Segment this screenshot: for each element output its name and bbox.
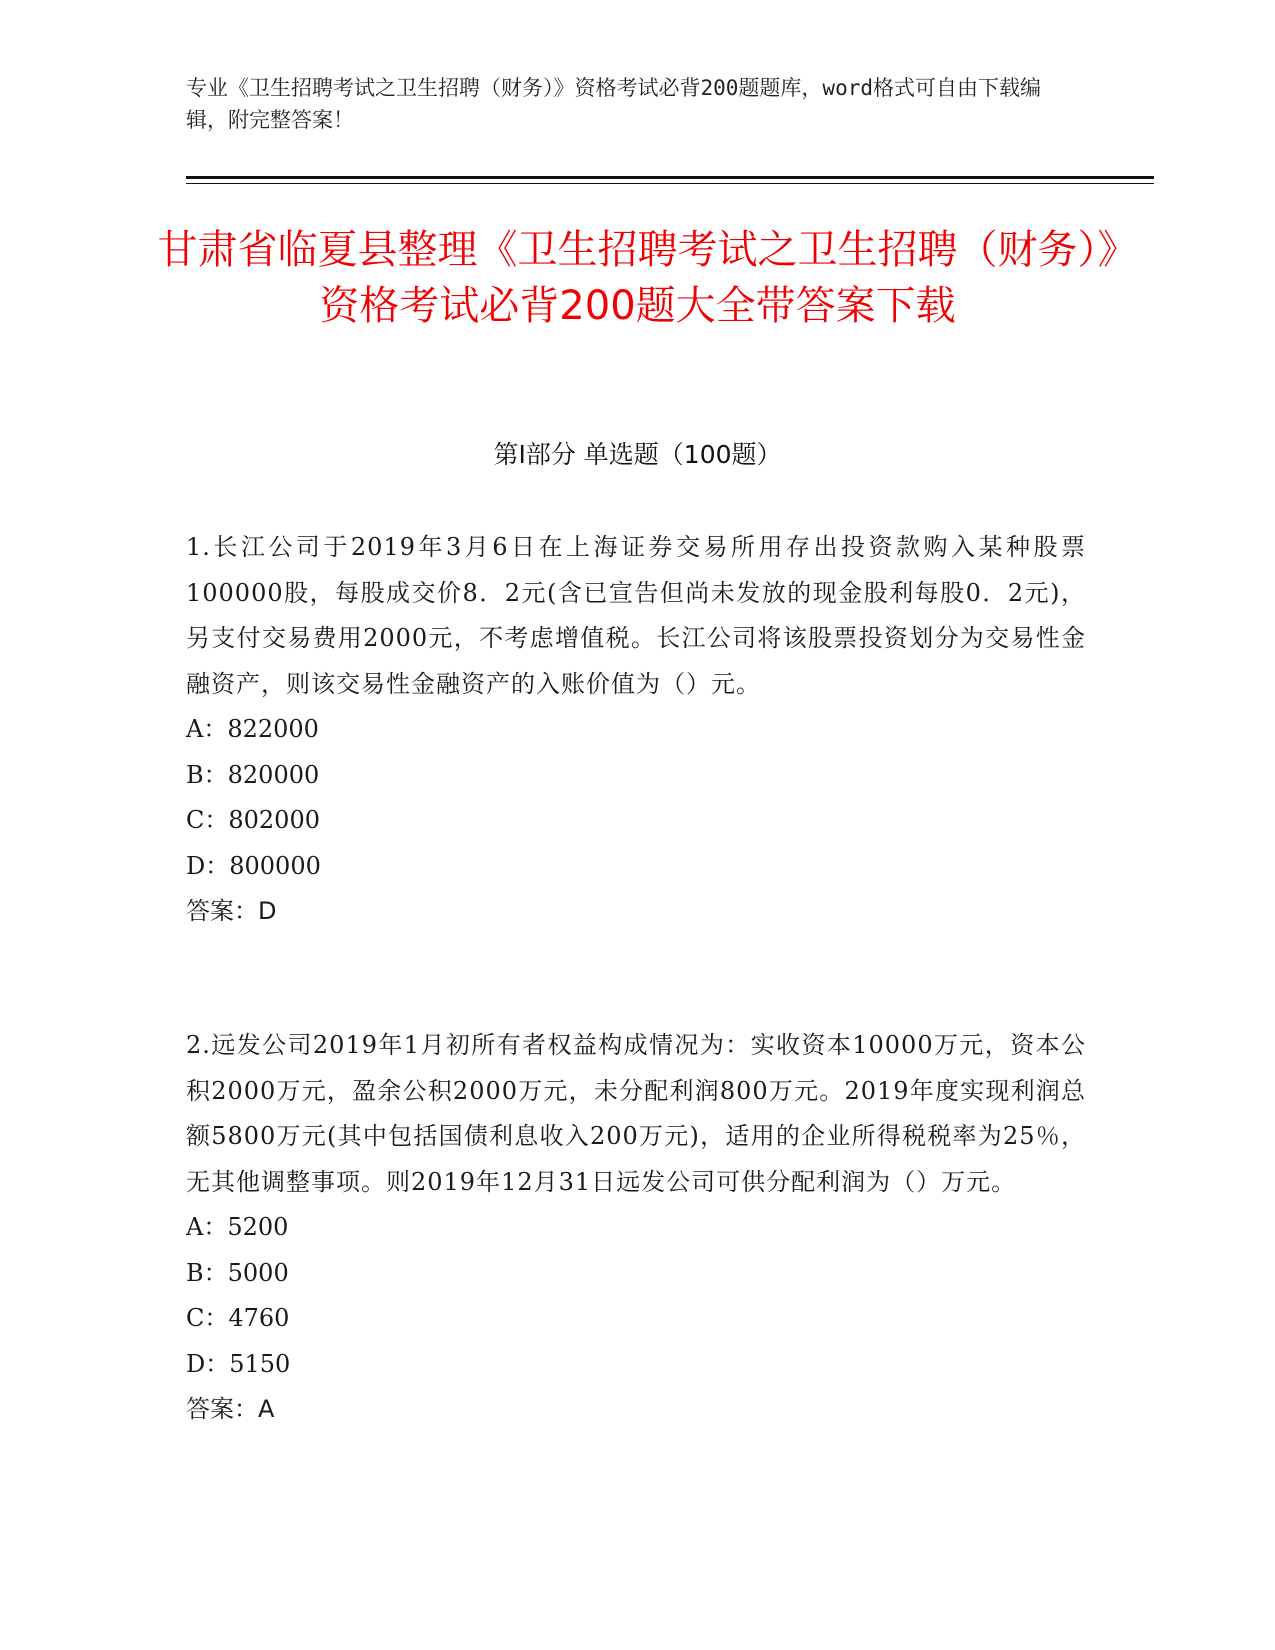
question-2 xyxy=(186,1023,1086,1433)
option-d: D：800000 xyxy=(186,851,321,880)
answer-line: 答案：A xyxy=(186,1395,275,1423)
option-c: C：4760 xyxy=(186,1304,290,1332)
option-a: A：5200 xyxy=(186,1213,289,1241)
question-1 xyxy=(186,525,1086,935)
option-b: B：5000 xyxy=(186,1258,289,1287)
question-stem: 2.远发公司2019年1月初所有者权益构成情况为：实收资本10000万元，资本公积2000万元，盈余公积2000万元，未分配利润800万元。2019年度实现利润总额5800万元(其中包括国债利息收入200万元)，适用的企业所得税税率为25％，无其他调整事项。则2019年12月31日远发公司可供分配利润为（）万元。 xyxy=(186,1031,1086,1196)
answer-line: 答案：D xyxy=(186,897,277,925)
header-note: 专业《卫生招聘考试之卫生招聘（财务）》资格考试必背200题题库，word格式可自由下载编辑，附完整答案！ xyxy=(186,76,1041,132)
option-a: A：822000 xyxy=(186,715,319,743)
option-c: C：802000 xyxy=(186,806,320,834)
option-b: B：820000 xyxy=(186,760,320,789)
question-stem: 1.长江公司于2019年3月6日在上海证券交易所用存出投资款购入某种股票100000股，每股成交价8．2元(含已宣告但尚未发放的现金股利每股0．2元)，另支付交易费用2000元，不考虑增值税。长江公司将该股票投资划分为交易性金融资产，则该交易性金融资产的入账价值为（）元。 xyxy=(186,533,1086,698)
option-d: D：5150 xyxy=(186,1349,291,1378)
document-title: 甘肃省临夏县整理《卫生招聘考试之卫生招聘（财务）》资格考试必背200题大全带答案下载 xyxy=(157,227,1118,329)
section-heading: 第Ⅰ部分 单选题（100题） xyxy=(493,440,782,469)
header-rule-thick xyxy=(186,176,1154,179)
header-rule-thin xyxy=(186,183,1154,184)
